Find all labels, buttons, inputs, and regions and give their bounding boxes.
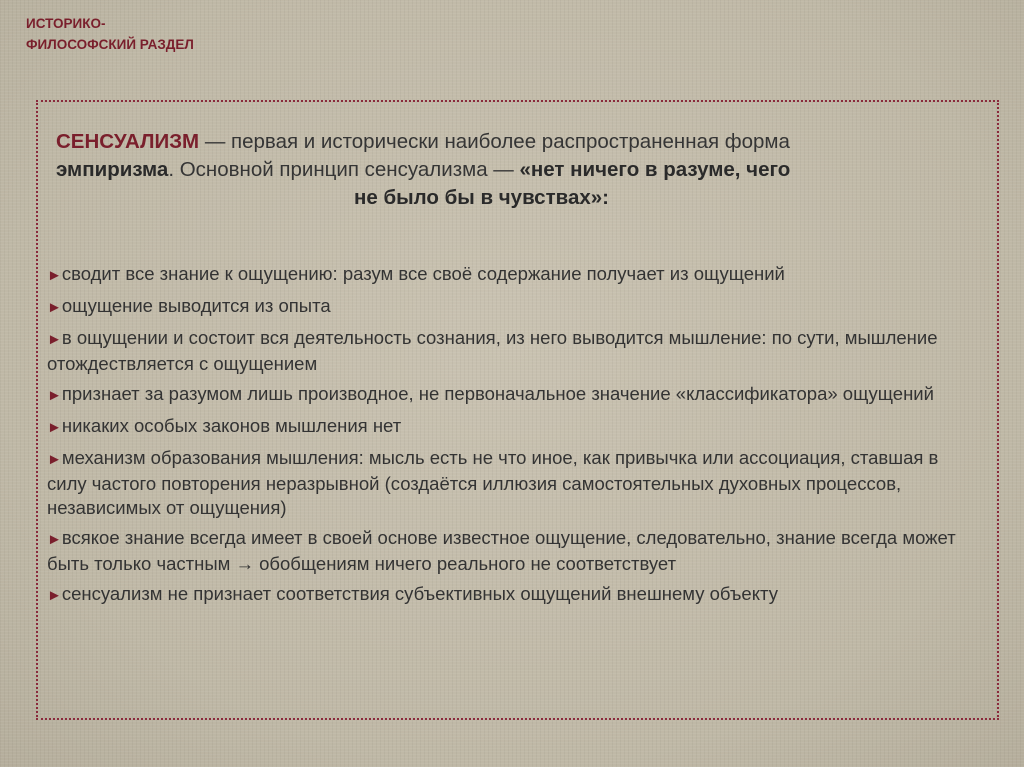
list-item bbox=[47, 294, 982, 320]
triangle-bullet-icon: ► bbox=[47, 267, 62, 284]
triangle-bullet-icon: ► bbox=[47, 531, 62, 548]
list-item bbox=[47, 582, 982, 608]
list-item-text: сводит все знание к ощущению: разум все своё содержание получает из ощущений bbox=[61, 263, 785, 284]
definition-term: СЕНСУАЛИЗМ bbox=[56, 130, 200, 153]
definition-paragraph bbox=[56, 128, 981, 212]
list-item-text: признает за разумом лишь производное, не первоначальное значение «классификатора» ощущений bbox=[61, 383, 934, 404]
list-item-text: ощущение выводится из опыта bbox=[61, 295, 331, 316]
list-item-text: в ощущении и состоит вся деятельность сознания, из него выводится мышление: по сути, мышление отождествляется с ощущением bbox=[47, 327, 938, 374]
list-item bbox=[47, 326, 982, 376]
list-item bbox=[47, 526, 982, 576]
section-label-line-2: ФИЛОСОФСКИЙ РАЗДЕЛ bbox=[26, 37, 194, 52]
principle-quote-part-2: не было бы в чувствах»: bbox=[354, 186, 609, 209]
content-frame bbox=[36, 100, 999, 720]
section-label bbox=[26, 13, 246, 55]
definition-line-1-text: — первая и исторически наиболее распространенная форма bbox=[199, 130, 790, 153]
bullet-list bbox=[47, 262, 982, 614]
list-item-text: никаких особых законов мышления нет bbox=[61, 415, 402, 436]
principle-quote-part-1: «нет ничего в разуме, чего bbox=[519, 158, 791, 181]
section-label-line-1: ИСТОРИКО- bbox=[26, 16, 106, 31]
list-item-text: механизм образования мышления: мысль есть не что иное, как привычка или ассоциация, ставшая в силу частого повторения неразрывной (создаётся иллюзия самостоятельных духовных процессов, независимых от ощущения) bbox=[47, 447, 939, 518]
definition-line-3 bbox=[56, 184, 981, 212]
definition-line-2-text: . Основной принцип сенсуализма — bbox=[168, 158, 520, 181]
triangle-bullet-icon: ► bbox=[47, 419, 62, 436]
triangle-bullet-icon: ► bbox=[47, 299, 62, 316]
triangle-bullet-icon: ► bbox=[47, 387, 62, 404]
definition-line-2 bbox=[56, 156, 981, 184]
triangle-bullet-icon: ► bbox=[47, 451, 62, 468]
list-item bbox=[47, 382, 982, 408]
empiricism-term: эмпиризма bbox=[56, 158, 169, 181]
list-item-text: сенсуализм не признает соответствия субъективных ощущений внешнему объекту bbox=[61, 583, 778, 604]
list-item bbox=[47, 262, 982, 288]
list-item-text: всякое знание всегда имеет в своей основе известное ощущение, следовательно, знание всегда может быть только частным → обобщениям ничего реального не соответствует bbox=[47, 527, 956, 574]
triangle-bullet-icon: ► bbox=[47, 587, 62, 604]
definition-line-1 bbox=[56, 128, 981, 156]
list-item bbox=[47, 414, 982, 440]
list-item bbox=[47, 446, 982, 520]
triangle-bullet-icon: ► bbox=[47, 331, 62, 348]
